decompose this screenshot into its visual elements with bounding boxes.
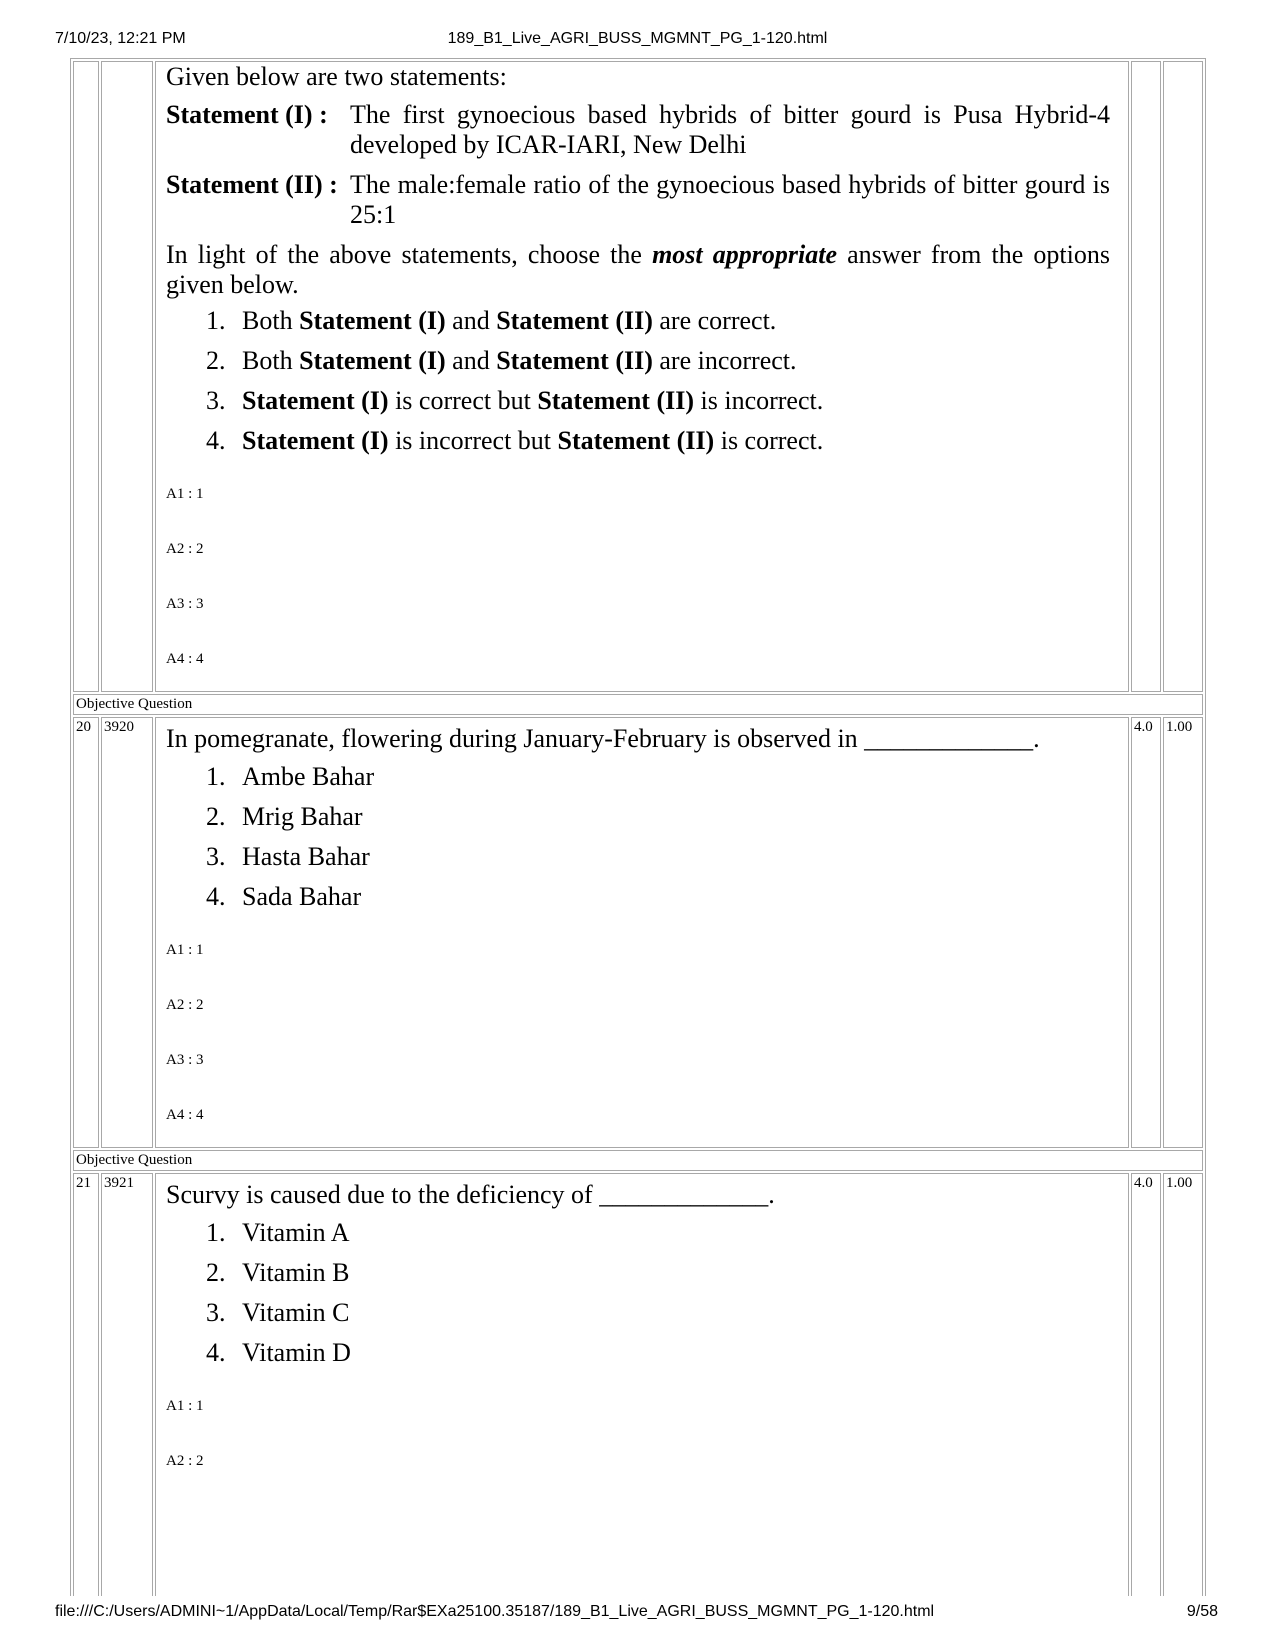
table-row-question-21 <box>73 1173 1203 1596</box>
option-number: 2. <box>206 346 226 375</box>
question-body <box>155 717 1129 1148</box>
table-row-question-20 <box>73 717 1203 1148</box>
option-number: 2. <box>206 802 226 831</box>
marks-value: 4.0 <box>1131 1173 1161 1596</box>
answer-list <box>166 942 1110 1137</box>
question-id: 3921 <box>101 1173 153 1596</box>
document-title: 189_B1_Live_AGRI_BUSS_MGMNT_PG_1-120.html <box>447 30 828 47</box>
question-id-cell <box>101 61 153 692</box>
question-text: Scurvy is caused due to the deficiency of _____________. <box>166 1180 775 1209</box>
option-number: 4. <box>206 426 226 455</box>
option-number: 3. <box>206 386 226 415</box>
option-number: 3. <box>206 842 226 871</box>
statement-1-text: The first gynoecious based hybrids of bitter gourd is Pusa Hybrid-4 developed by ICAR-IARI, New Delhi <box>350 100 1110 159</box>
option-item <box>166 1298 1110 1328</box>
page-content <box>70 58 1206 1596</box>
answer-item: A1 : 1 <box>166 1398 204 1414</box>
option-number: 1. <box>206 762 226 791</box>
instruction-emphasis: most appropriate <box>652 240 837 269</box>
statement-2-label: Statement (II) : <box>166 170 338 199</box>
option-text: Vitamin A <box>242 1218 350 1247</box>
instruction-text-2: answer from the options given below. <box>166 240 1110 299</box>
statement-2 <box>166 170 1110 230</box>
option-item <box>166 1338 1110 1368</box>
option-item <box>166 842 1110 872</box>
marks-cell <box>1131 61 1161 692</box>
option-list <box>166 306 1110 456</box>
option-item <box>166 426 1110 456</box>
answer-item: A3 : 3 <box>166 1052 204 1068</box>
option-item <box>166 762 1110 792</box>
question-type-label: Objective Question <box>73 694 1203 715</box>
option-number: 2. <box>206 1258 226 1287</box>
page-indicator: 9/58 <box>1186 1603 1218 1620</box>
option-item <box>166 802 1110 832</box>
print-header <box>0 30 1275 52</box>
option-number: 4. <box>206 882 226 911</box>
answer-item: A4 : 4 <box>166 651 204 667</box>
answer-item: A1 : 1 <box>166 486 204 502</box>
question-number: 20 <box>73 717 99 1148</box>
option-text: Vitamin C <box>242 1298 350 1327</box>
option-item <box>166 386 1110 416</box>
option-text: Vitamin D <box>242 1338 351 1367</box>
question-table <box>70 58 1206 1596</box>
option-item <box>166 1258 1110 1288</box>
option-text: Mrig Bahar <box>242 802 363 831</box>
question-text: In pomegranate, flowering during January-February is observed in _____________. <box>166 724 1040 753</box>
question-intro: Given below are two statements: <box>166 62 507 91</box>
option-list <box>166 1218 1110 1368</box>
statement-1-label: Statement (I) : <box>166 100 328 129</box>
answer-list <box>166 486 1110 681</box>
negative-marks-value: 1.00 <box>1163 1173 1203 1596</box>
print-footer <box>0 1603 1275 1625</box>
instruction-text-1: In light of the above statements, choose the <box>166 240 653 269</box>
statement-2-text: The male:female ratio of the gynoecious based hybrids of bitter gourd is 25:1 <box>350 170 1110 229</box>
answer-item: A2 : 2 <box>166 997 204 1013</box>
option-text: Ambe Bahar <box>242 762 375 791</box>
option-text: Vitamin B <box>242 1258 350 1287</box>
question-body <box>155 61 1129 692</box>
print-datetime: 7/10/23, 12:21 PM <box>55 30 186 47</box>
option-text: Statement (I) is correct but Statement (II) is incorrect. <box>242 386 824 415</box>
option-text: Statement (I) is incorrect but Statement (II) is correct. <box>242 426 824 455</box>
option-item <box>166 346 1110 376</box>
option-item <box>166 306 1110 336</box>
question-type-row <box>73 1150 1203 1171</box>
option-number: 1. <box>206 1218 226 1247</box>
negative-marks-value: 1.00 <box>1163 717 1203 1148</box>
option-item <box>166 1218 1110 1248</box>
answer-item: A3 : 3 <box>166 596 204 612</box>
option-text: Both Statement (I) and Statement (II) are correct. <box>242 306 777 335</box>
question-type-label: Objective Question <box>73 1150 1203 1171</box>
option-list <box>166 762 1110 912</box>
option-number: 3. <box>206 1298 226 1327</box>
answer-item: A2 : 2 <box>166 541 204 557</box>
option-number: 4. <box>206 1338 226 1367</box>
answer-list <box>166 1398 1110 1483</box>
option-text: Hasta Bahar <box>242 842 370 871</box>
question-id: 3920 <box>101 717 153 1148</box>
option-number: 1. <box>206 306 226 335</box>
option-item <box>166 882 1110 912</box>
statement-1 <box>166 100 1110 160</box>
question-number: 21 <box>73 1173 99 1596</box>
question-type-row <box>73 694 1203 715</box>
question-instruction <box>166 240 1110 300</box>
answer-item: A4 : 4 <box>166 1107 204 1123</box>
marks-value: 4.0 <box>1131 717 1161 1148</box>
option-text: Sada Bahar <box>242 882 362 911</box>
file-path: file:///C:/Users/ADMINI~1/AppData/Local/Temp/Rar$EXa25100.35187/189_B1_Live_AGRI_BUSS_MGMNT_PG_1-120.html <box>55 1603 935 1620</box>
answer-item: A1 : 1 <box>166 942 204 958</box>
negative-marks-cell <box>1163 61 1203 692</box>
question-number-cell <box>73 61 99 692</box>
table-row-question-19 <box>73 61 1203 692</box>
answer-item: A2 : 2 <box>166 1453 204 1469</box>
option-text: Both Statement (I) and Statement (II) are incorrect. <box>242 346 797 375</box>
question-body <box>155 1173 1129 1596</box>
